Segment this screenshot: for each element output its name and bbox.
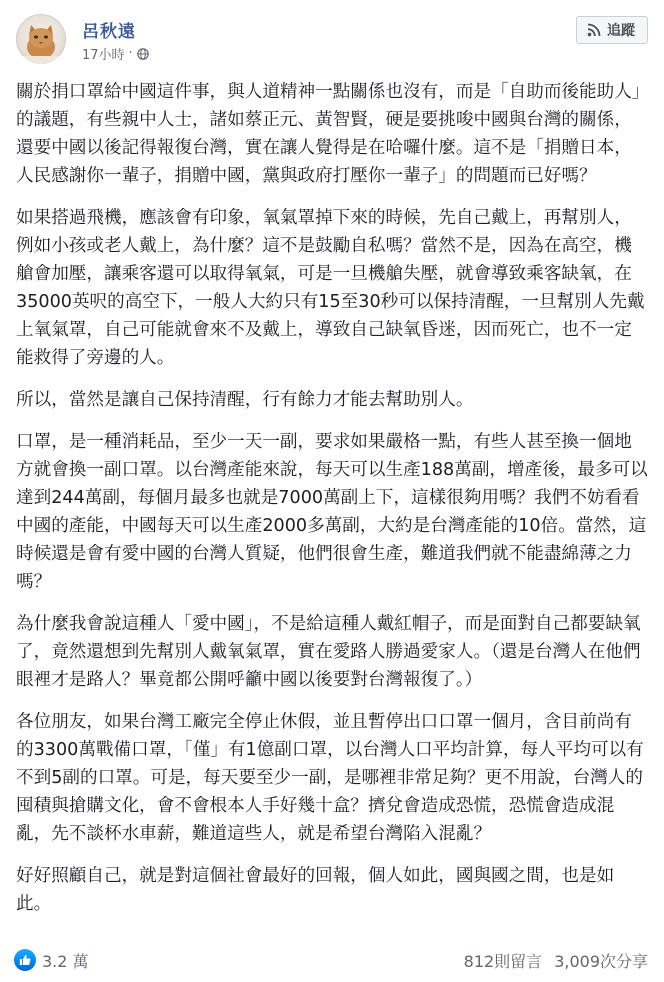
post-body [16, 78, 648, 932]
follow-label: 追蹤 [607, 23, 635, 39]
like-count[interactable]: 3.2 萬 [42, 951, 89, 971]
post-paragraph-2: 如果搭過飛機，應該會有印象，氧氣罩掉下來的時候，先自己戴上，再幫別人，例如小孩或老人戴上，為什麼？這不是鼓勵自私嗎？當然不是，因為在高空，機艙會加壓，讓乘客還可以取得氧氣，可是一旦機艙失壓，就會導致乘客缺氧，在35000英呎的高空下，一般人大約只有15至30秒可以保持清醒，一旦幫別人先戴上氧氣罩，自己可能就會來不及戴上，導致自己缺氧昏迷，因而死亡，也不一定能救得了旁邊的人。 [16, 208, 645, 368]
post-paragraph-3: 所以，當然是讓自己保持清醒，行有餘力才能去幫助別人。 [16, 390, 474, 410]
post-header [16, 14, 648, 66]
rss-icon [587, 23, 601, 37]
author-name[interactable]: 呂秋遠 [82, 22, 136, 42]
post-time[interactable]: 17小時 [82, 48, 125, 63]
follow-button[interactable] [576, 16, 648, 44]
post-footer [14, 944, 648, 976]
comment-count[interactable]: 812則留言 [463, 951, 543, 971]
post-paragraph-1: 關於捐口罩給中國這件事，與人道精神一點關係也沒有，而是「自助而後能助人」的議題，有些親中人士，諸如蔡正元、黃智賢，硬是要挑唆中國與台灣的關係，還要中國以後記得報復台灣，實在讓人覺得是在哈囉什麼。這不是「捐贈日本，人民感謝你一輩子，捐贈中國，黨與政府打壓你一輩子」的問題而已好嗎？ [16, 82, 641, 186]
author-avatar[interactable] [16, 14, 66, 64]
like-reaction-icon[interactable] [14, 949, 36, 971]
thumbs-up-icon [19, 954, 31, 966]
cat-avatar-icon [16, 14, 66, 64]
globe-icon[interactable] [137, 48, 149, 60]
post-meta [82, 44, 149, 63]
post-paragraph-4: 口罩，是一種消耗品，至少一天一副，要求如果嚴格一點，有些人甚至換一個地方就會換一副口罩。以台灣產能來說，每天可以生產188萬副，增產後，最多可以達到244萬副，每個月最多也就是7000萬副上下，這樣很夠用嗎？我們不妨看看中國的產能，中國每天可以生產2000多萬副，大約是台灣產能的10倍。當然，這時候還是會有愛中國的台灣人質疑，他們很會生產，難道我們就不能盡綿薄之力嗎？ [16, 432, 648, 592]
post-paragraph-7: 好好照顧自己，就是對這個社會最好的回報，個人如此，國與國之間，也是如此。 [16, 866, 615, 914]
post-paragraph-5: 為什麼我會說這種人「愛中國」，不是給這種人戴紅帽子，而是面對自己都要缺氧了，竟然還想到先幫別人戴氧氣罩，實在愛路人勝過愛家人。（還是台灣人在他們眼裡才是路人？畢竟都公開呼籲中國以後要對台灣報復了。） [16, 614, 641, 690]
share-count[interactable]: 3,009次分享 [554, 951, 648, 971]
meta-separator: · [128, 46, 133, 61]
post-paragraph-6: 各位朋友，如果台灣工廠完全停止休假，並且暫停出口口罩一個月，含目前尚有的3300萬戰備口罩，「僅」有1億副口罩，以台灣人口平均計算，每人平均可以有不到5副的口罩。可是，每天要至少一副，是哪裡非常足夠？更不用說，台灣人的囤積與搶購文化，會不會根本人手好幾十盒？擠兌會造成恐慌，恐慌會造成混亂，先不談杯水車薪，難道這些人，就是希望台灣陷入混亂？ [16, 712, 644, 844]
